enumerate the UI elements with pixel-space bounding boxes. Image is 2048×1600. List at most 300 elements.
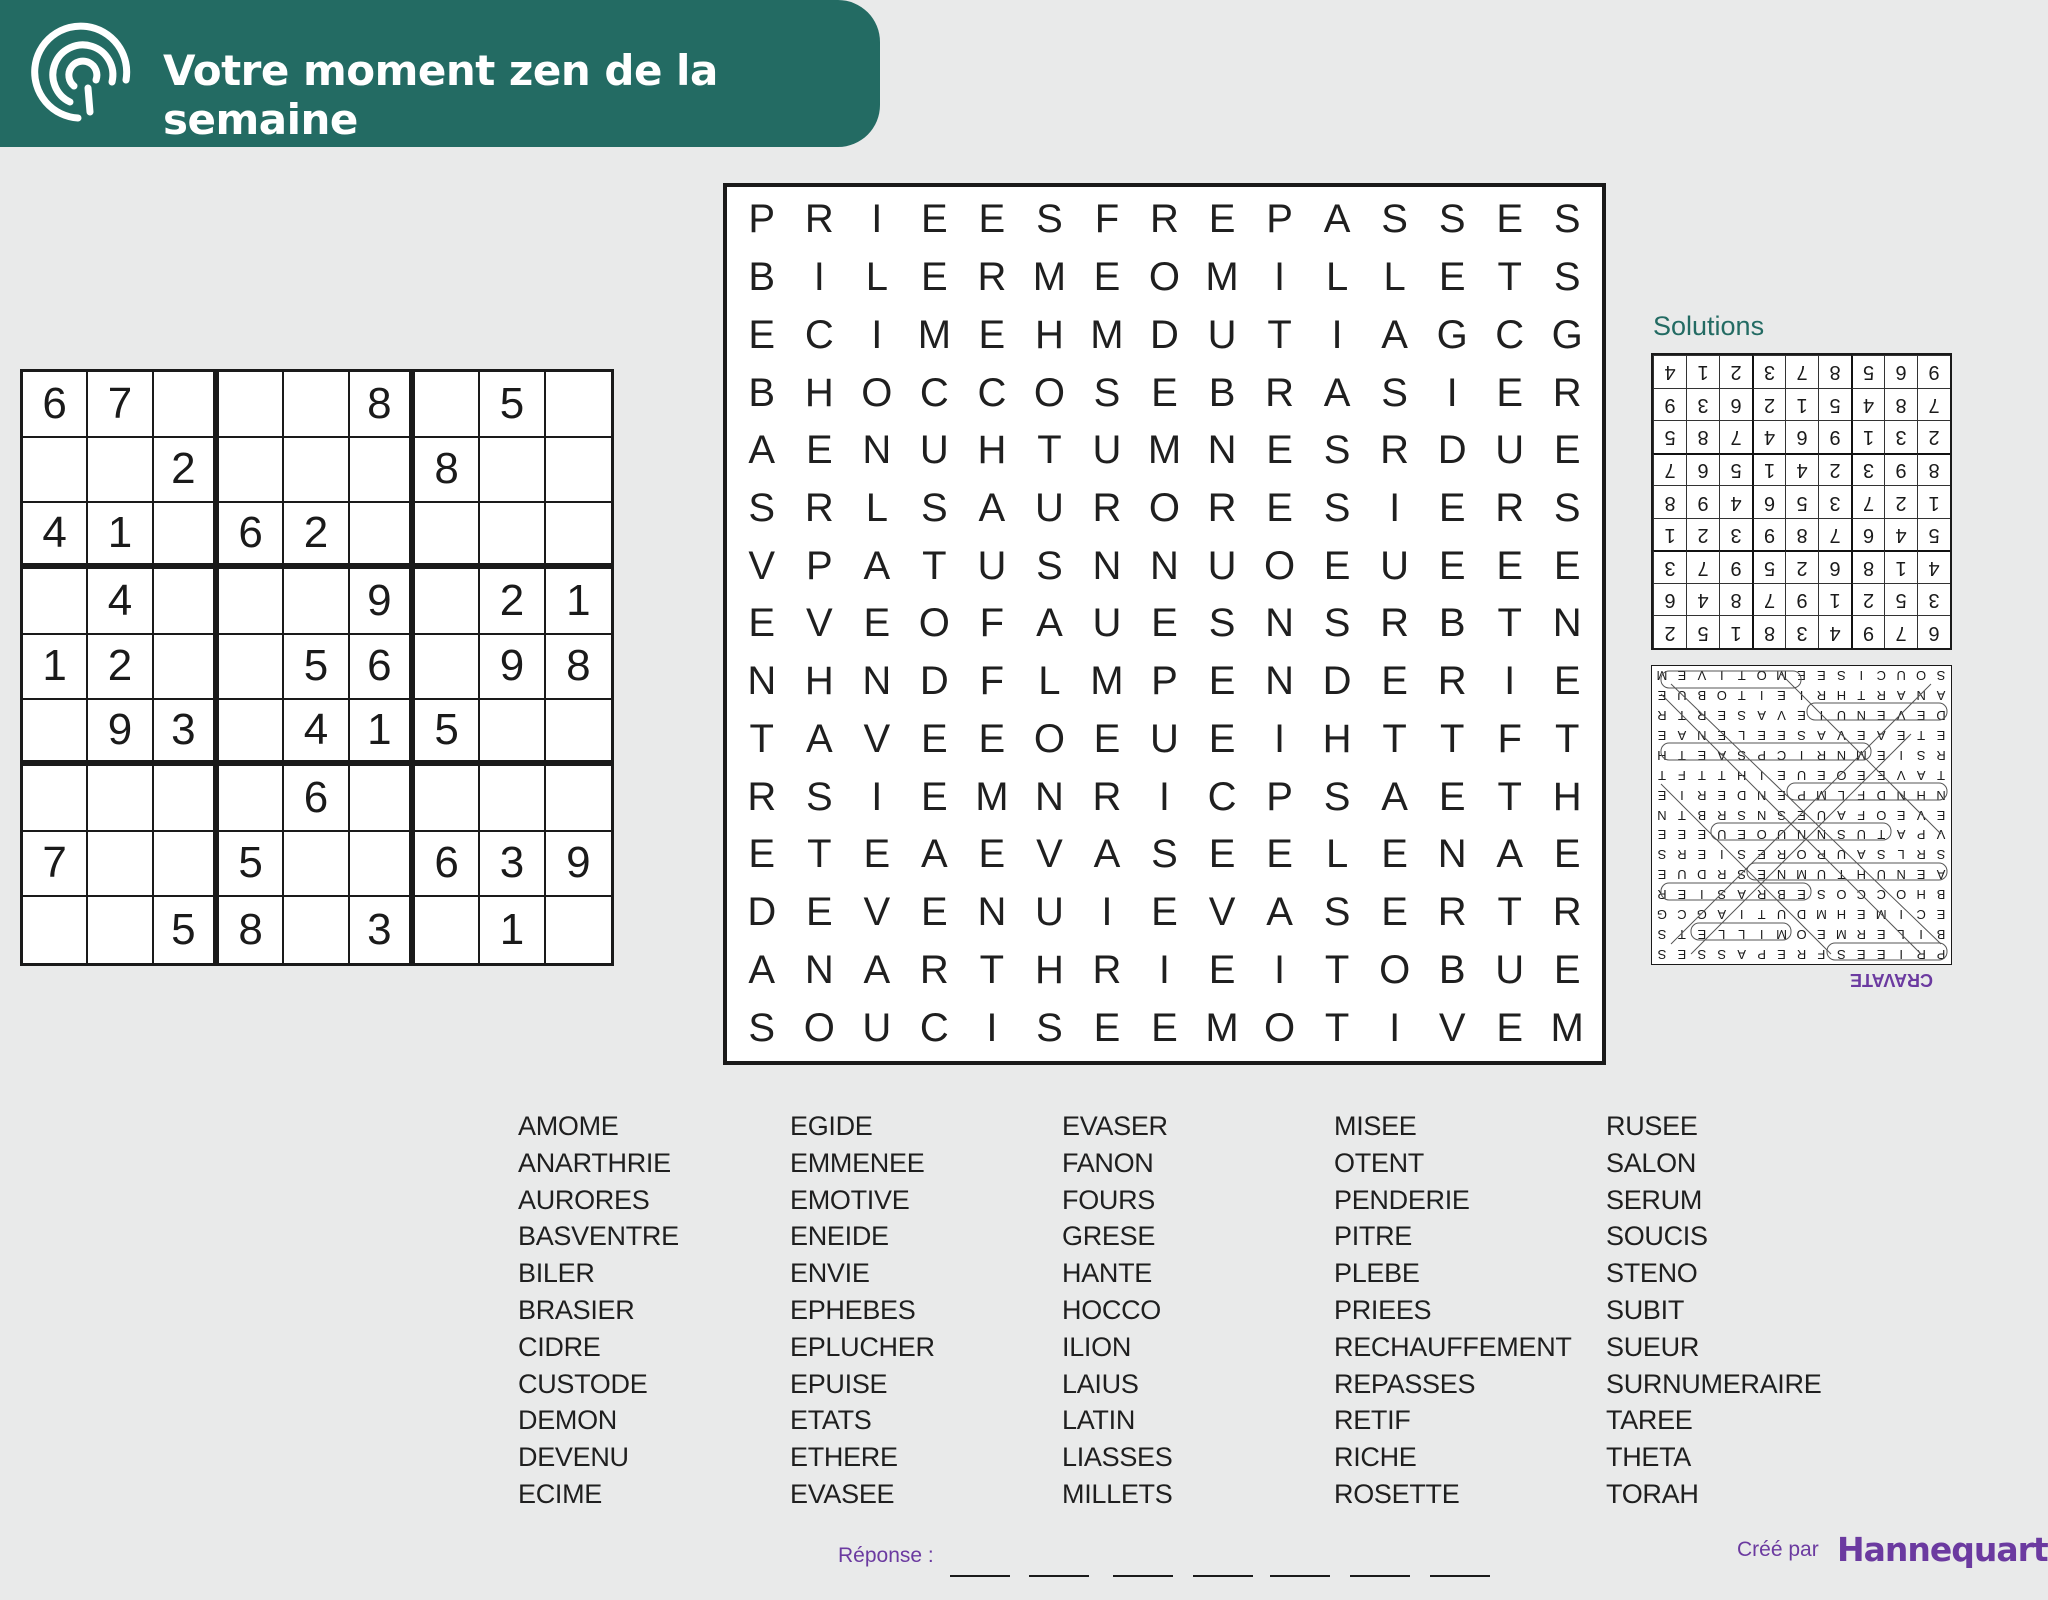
sudoku-cell[interactable] — [219, 438, 284, 504]
sudoku-cell[interactable]: 6 — [415, 832, 480, 898]
sudoku-cell[interactable] — [415, 503, 480, 569]
word-search-letter[interactable]: V — [863, 716, 891, 761]
word-search-letter[interactable]: T — [1497, 890, 1522, 935]
word-search-letter[interactable]: I — [1331, 312, 1343, 357]
word-search-letter[interactable]: G — [1551, 312, 1583, 357]
sudoku-cell[interactable] — [219, 766, 284, 832]
sudoku-cell[interactable]: 5 — [154, 897, 219, 963]
word-search-letter[interactable]: L — [1038, 659, 1061, 704]
word-search-letter[interactable]: S — [1553, 197, 1581, 242]
word-search-letter[interactable]: A — [1036, 601, 1063, 646]
word-search-letter[interactable]: E — [1381, 890, 1408, 935]
word-search-letter[interactable]: E — [921, 255, 948, 300]
word-search-letter[interactable]: U — [1034, 890, 1064, 935]
word-search-letter[interactable]: N — [1552, 601, 1582, 646]
word-search-letter[interactable]: C — [804, 312, 834, 357]
word-search-letter[interactable]: R — [1092, 947, 1122, 992]
word-search-letter[interactable]: H — [1322, 716, 1352, 761]
word-search-letter[interactable]: M — [1032, 255, 1067, 300]
word-search-letter[interactable]: B — [748, 255, 776, 300]
sudoku-cell[interactable]: 9 — [88, 700, 153, 766]
word-search-letter[interactable]: S — [1323, 774, 1351, 819]
word-search-letter[interactable]: E — [1266, 832, 1293, 877]
word-search-letter[interactable]: I — [1274, 947, 1286, 992]
word-search-letter[interactable]: R — [977, 255, 1007, 300]
word-search-letter[interactable]: S — [1036, 197, 1063, 242]
word-search-letter[interactable]: E — [1323, 543, 1351, 588]
word-search-letter[interactable]: R — [747, 774, 777, 819]
word-search-letter[interactable]: R — [1380, 428, 1410, 473]
word-search-letter[interactable]: E — [1553, 543, 1581, 588]
word-search-letter[interactable]: E — [1381, 659, 1408, 704]
word-search-letter[interactable]: E — [1266, 428, 1293, 473]
word-search-letter[interactable]: N — [1265, 659, 1294, 704]
word-search-letter[interactable]: O — [803, 1005, 835, 1050]
word-search-letter[interactable]: C — [1495, 312, 1525, 357]
sudoku-cell[interactable] — [350, 832, 415, 898]
sudoku-cell[interactable]: 9 — [480, 635, 545, 701]
sudoku-cell[interactable] — [284, 372, 349, 438]
word-search-letter[interactable]: V — [1208, 890, 1236, 935]
word-search-letter[interactable]: T — [1382, 716, 1407, 761]
word-search-letter[interactable]: T — [807, 832, 832, 877]
word-search-letter[interactable]: E — [978, 832, 1006, 877]
word-search-letter[interactable]: R — [1437, 890, 1467, 935]
word-search-letter[interactable]: S — [1036, 1005, 1063, 1050]
word-search-letter[interactable]: V — [1438, 1005, 1466, 1050]
word-search-letter[interactable]: F — [979, 659, 1005, 704]
sudoku-cell[interactable]: 2 — [154, 438, 219, 504]
answer-blank[interactable] — [1193, 1575, 1253, 1577]
word-search-letter[interactable]: E — [805, 428, 833, 473]
word-search-letter[interactable]: E — [1553, 832, 1581, 877]
word-search-letter[interactable]: S — [1323, 890, 1351, 935]
sudoku-cell[interactable] — [23, 569, 88, 635]
word-search-letter[interactable]: I — [1101, 890, 1113, 935]
word-search-letter[interactable]: T — [922, 543, 947, 588]
word-search-letter[interactable]: H — [1034, 947, 1064, 992]
word-search-letter[interactable]: D — [919, 659, 949, 704]
sudoku-cell[interactable] — [23, 897, 88, 963]
sudoku-cell[interactable] — [88, 766, 153, 832]
answer-blank[interactable] — [1430, 1575, 1490, 1577]
word-search-letter[interactable]: E — [748, 312, 776, 357]
word-search-letter[interactable]: H — [977, 428, 1007, 473]
sudoku-cell[interactable] — [546, 503, 611, 569]
word-search-letter[interactable]: E — [1553, 428, 1581, 473]
word-search-letter[interactable]: A — [1381, 774, 1408, 819]
word-search-letter[interactable]: E — [805, 890, 833, 935]
sudoku-cell[interactable]: 7 — [23, 832, 88, 898]
word-search-letter[interactable]: E — [921, 197, 948, 242]
word-search-letter[interactable]: N — [977, 890, 1007, 935]
word-search-letter[interactable]: A — [1496, 832, 1524, 877]
sudoku-cell[interactable] — [480, 700, 545, 766]
word-search-letter[interactable]: N — [804, 947, 834, 992]
word-search-letter[interactable]: F — [1497, 716, 1522, 761]
word-search-letter[interactable]: N — [1034, 774, 1064, 819]
sudoku-cell[interactable]: 9 — [546, 832, 611, 898]
word-search-letter[interactable]: P — [1266, 774, 1293, 819]
sudoku-cell[interactable] — [23, 700, 88, 766]
word-search-letter[interactable]: E — [1553, 659, 1581, 704]
word-search-letter[interactable]: E — [1093, 716, 1121, 761]
word-search-letter[interactable]: U — [1380, 543, 1410, 588]
word-search-letter[interactable]: O — [1033, 370, 1065, 415]
answer-blank[interactable] — [950, 1575, 1010, 1577]
word-search-letter[interactable]: U — [1034, 486, 1064, 531]
word-search-letter[interactable]: M — [975, 774, 1009, 819]
sudoku-cell[interactable]: 9 — [350, 569, 415, 635]
word-search-letter[interactable]: R — [1380, 601, 1410, 646]
word-search-letter[interactable]: C — [977, 370, 1007, 415]
word-search-letter[interactable]: E — [1266, 486, 1293, 531]
word-search-letter[interactable]: M — [1205, 1005, 1239, 1050]
word-search-letter[interactable]: U — [1207, 543, 1237, 588]
word-search-letter[interactable]: E — [1381, 832, 1408, 877]
word-search-letter[interactable]: I — [871, 774, 883, 819]
word-search-letter[interactable]: T — [1037, 428, 1062, 473]
word-search-letter[interactable]: B — [1438, 947, 1466, 992]
word-search-letter[interactable]: T — [1497, 774, 1522, 819]
word-search-letter[interactable]: A — [978, 486, 1006, 531]
word-search-letter[interactable]: T — [749, 716, 774, 761]
word-search-letter[interactable]: I — [871, 197, 883, 242]
word-search-letter[interactable]: E — [1438, 255, 1466, 300]
sudoku-cell[interactable]: 1 — [23, 635, 88, 701]
sudoku-cell[interactable] — [154, 766, 219, 832]
sudoku-cell[interactable] — [219, 635, 284, 701]
sudoku-cell[interactable]: 7 — [88, 372, 153, 438]
sudoku-cell[interactable] — [154, 569, 219, 635]
sudoku-cell[interactable] — [154, 503, 219, 569]
word-search-letter[interactable]: A — [1323, 197, 1351, 242]
sudoku-cell[interactable] — [546, 438, 611, 504]
word-search-letter[interactable]: U — [1207, 312, 1237, 357]
sudoku-cell[interactable] — [350, 503, 415, 569]
word-search-letter[interactable]: E — [748, 832, 776, 877]
word-search-letter[interactable]: E — [1208, 832, 1236, 877]
word-search-letter[interactable]: L — [1383, 255, 1406, 300]
word-search-letter[interactable]: T — [1439, 716, 1465, 761]
word-search-letter[interactable]: N — [1437, 832, 1467, 877]
sudoku-cell[interactable] — [23, 766, 88, 832]
sudoku-cell[interactable] — [154, 635, 219, 701]
word-search-letter[interactable]: M — [1205, 255, 1239, 300]
word-search-letter[interactable]: O — [918, 601, 950, 646]
word-search-letter[interactable]: A — [921, 832, 948, 877]
word-search-letter[interactable]: I — [986, 1005, 998, 1050]
word-search-letter[interactable]: T — [1497, 255, 1522, 300]
word-search-letter[interactable]: D — [1437, 428, 1467, 473]
word-search-letter[interactable]: I — [1274, 716, 1286, 761]
word-search-letter[interactable]: V — [805, 601, 833, 646]
word-search-letter[interactable]: S — [1553, 255, 1581, 300]
word-search-letter[interactable]: N — [747, 659, 777, 704]
word-search-letter[interactable]: E — [748, 601, 776, 646]
word-search-letter[interactable]: E — [1438, 543, 1466, 588]
word-search-letter[interactable]: A — [863, 947, 891, 992]
word-search-letter[interactable]: D — [747, 890, 777, 935]
word-search-letter[interactable]: E — [1208, 659, 1236, 704]
word-search-letter[interactable]: A — [748, 947, 776, 992]
word-search-letter[interactable]: P — [805, 543, 833, 588]
word-search-letter[interactable]: E — [1093, 255, 1121, 300]
word-search-letter[interactable]: R — [804, 197, 834, 242]
sudoku-cell[interactable] — [284, 832, 349, 898]
word-search-letter[interactable]: E — [1496, 370, 1524, 415]
word-search-letter[interactable]: I — [1158, 774, 1171, 819]
word-search-letter[interactable]: E — [1438, 774, 1466, 819]
word-search-letter[interactable]: S — [748, 1005, 776, 1050]
word-search-letter[interactable]: B — [1438, 601, 1466, 646]
sudoku-cell[interactable]: 8 — [415, 438, 480, 504]
word-search-letter[interactable]: H — [1552, 774, 1582, 819]
word-search-letter[interactable]: C — [919, 1005, 949, 1050]
word-search-letter[interactable]: B — [748, 370, 776, 415]
sudoku-cell[interactable]: 6 — [284, 766, 349, 832]
word-search-letter[interactable]: E — [921, 774, 948, 819]
sudoku-cell[interactable]: 4 — [88, 569, 153, 635]
word-search-letter[interactable]: A — [748, 428, 776, 473]
word-search-letter[interactable]: S — [1323, 486, 1351, 531]
word-search-letter[interactable]: O — [1148, 486, 1181, 531]
sudoku-cell[interactable]: 1 — [88, 503, 153, 569]
word-search-letter[interactable]: E — [1151, 601, 1178, 646]
word-search-letter[interactable]: R — [1265, 370, 1294, 415]
word-search-letter[interactable]: V — [863, 890, 891, 935]
word-search-letter[interactable]: U — [1092, 428, 1122, 473]
sudoku-cell[interactable] — [219, 372, 284, 438]
word-search-letter[interactable]: S — [1323, 601, 1351, 646]
word-search-letter[interactable]: U — [1150, 716, 1179, 761]
word-search-letter[interactable]: O — [1264, 543, 1296, 588]
sudoku-cell[interactable] — [284, 897, 349, 963]
word-search-letter[interactable]: L — [865, 255, 888, 300]
sudoku-cell[interactable] — [88, 832, 153, 898]
sudoku-cell[interactable]: 3 — [480, 832, 545, 898]
word-search-letter[interactable]: P — [1151, 659, 1178, 704]
sudoku-cell[interactable] — [415, 372, 480, 438]
sudoku-cell[interactable] — [546, 766, 611, 832]
sudoku-cell[interactable] — [415, 766, 480, 832]
word-search-letter[interactable]: S — [748, 486, 776, 531]
sudoku-cell[interactable]: 4 — [23, 503, 88, 569]
word-search-letter[interactable]: H — [804, 659, 834, 704]
word-search-letter[interactable]: N — [1092, 543, 1122, 588]
word-search-letter[interactable]: E — [921, 890, 948, 935]
word-search-letter[interactable]: I — [1504, 659, 1516, 704]
sudoku-cell[interactable]: 6 — [350, 635, 415, 701]
word-search-letter[interactable]: N — [862, 659, 892, 704]
word-search-letter[interactable]: P — [1266, 197, 1293, 242]
sudoku-cell[interactable]: 4 — [284, 700, 349, 766]
sudoku-cell[interactable]: 8 — [546, 635, 611, 701]
word-search-letter[interactable]: E — [1496, 197, 1524, 242]
word-search-letter[interactable]: U — [1495, 947, 1525, 992]
word-search-letter[interactable]: C — [919, 370, 949, 415]
word-search-letter[interactable]: E — [1093, 1005, 1121, 1050]
sudoku-cell[interactable] — [415, 897, 480, 963]
word-search-letter[interactable]: R — [804, 486, 834, 531]
word-search-letter[interactable]: I — [813, 255, 825, 300]
word-search-letter[interactable]: T — [1555, 716, 1580, 761]
sudoku-cell[interactable] — [350, 438, 415, 504]
word-search-letter[interactable]: S — [1323, 428, 1351, 473]
sudoku-cell[interactable] — [415, 569, 480, 635]
sudoku-cell[interactable] — [480, 766, 545, 832]
word-search-letter[interactable]: E — [1496, 1005, 1524, 1050]
word-search-letter[interactable]: O — [1033, 716, 1065, 761]
word-search-letter[interactable]: N — [1265, 601, 1294, 646]
word-search-letter[interactable]: S — [805, 774, 833, 819]
word-search-letter[interactable]: E — [921, 716, 948, 761]
word-search-letter[interactable]: C — [1207, 774, 1237, 819]
word-search-letter[interactable]: V — [1036, 832, 1063, 877]
word-search-letter[interactable]: S — [1093, 370, 1121, 415]
word-search-letter[interactable]: L — [1325, 255, 1349, 300]
word-search-letter[interactable]: A — [1266, 890, 1293, 935]
sudoku-cell[interactable]: 3 — [350, 897, 415, 963]
sudoku-cell[interactable]: 2 — [480, 569, 545, 635]
sudoku-cell[interactable] — [480, 438, 545, 504]
sudoku-cell[interactable] — [480, 503, 545, 569]
sudoku-cell[interactable] — [546, 372, 611, 438]
sudoku-cell[interactable] — [284, 438, 349, 504]
word-search-letter[interactable]: I — [871, 312, 883, 357]
word-search-grid[interactable] — [723, 183, 1606, 1065]
word-search-letter[interactable]: E — [978, 312, 1006, 357]
word-search-letter[interactable]: T — [1324, 947, 1350, 992]
word-search-letter[interactable]: U — [977, 543, 1007, 588]
word-search-letter[interactable]: R — [1495, 486, 1525, 531]
word-search-letter[interactable]: M — [917, 312, 952, 357]
word-search-letter[interactable]: S — [1036, 543, 1063, 588]
word-search-letter[interactable]: E — [1208, 947, 1236, 992]
word-search-letter[interactable]: R — [1092, 774, 1122, 819]
sudoku-cell[interactable] — [546, 700, 611, 766]
word-search-letter[interactable]: A — [863, 543, 891, 588]
word-search-letter[interactable]: I — [1389, 486, 1401, 531]
word-search-letter[interactable]: S — [1438, 197, 1466, 242]
word-search-letter[interactable]: E — [978, 716, 1006, 761]
word-search-letter[interactable]: U — [862, 1005, 892, 1050]
sudoku-cell[interactable] — [154, 832, 219, 898]
sudoku-cell[interactable]: 5 — [219, 832, 284, 898]
word-search-letter[interactable]: D — [1322, 659, 1352, 704]
word-search-letter[interactable]: L — [865, 486, 888, 531]
word-search-letter[interactable]: A — [1323, 370, 1351, 415]
word-search-letter[interactable]: T — [979, 947, 1005, 992]
word-search-letter[interactable]: O — [1379, 947, 1411, 992]
sudoku-cell[interactable] — [546, 897, 611, 963]
word-search-letter[interactable]: B — [1208, 370, 1236, 415]
sudoku-cell[interactable]: 1 — [546, 569, 611, 635]
word-search-letter[interactable]: S — [921, 486, 948, 531]
sudoku-grid[interactable] — [20, 369, 614, 966]
sudoku-cell[interactable]: 8 — [350, 372, 415, 438]
word-search-letter[interactable]: R — [1552, 370, 1582, 415]
word-search-letter[interactable]: U — [919, 428, 949, 473]
word-search-letter[interactable]: E — [1151, 890, 1178, 935]
word-search-letter[interactable]: I — [1274, 255, 1286, 300]
word-search-letter[interactable]: M — [1090, 312, 1124, 357]
word-search-letter[interactable]: T — [1497, 601, 1522, 646]
word-search-letter[interactable]: S — [1208, 601, 1236, 646]
answer-blank[interactable] — [1270, 1575, 1330, 1577]
sudoku-cell[interactable] — [350, 766, 415, 832]
word-search-letter[interactable]: D — [1150, 312, 1179, 357]
word-search-letter[interactable]: M — [1550, 1005, 1584, 1050]
word-search-letter[interactable]: R — [1437, 659, 1467, 704]
sudoku-cell[interactable]: 2 — [88, 635, 153, 701]
word-search-letter[interactable]: V — [748, 543, 776, 588]
word-search-letter[interactable]: S — [1381, 197, 1408, 242]
sudoku-cell[interactable]: 1 — [350, 700, 415, 766]
sudoku-cell[interactable] — [415, 635, 480, 701]
word-search-letter[interactable]: P — [748, 197, 776, 242]
word-search-letter[interactable]: A — [1093, 832, 1121, 877]
word-search-letter[interactable]: O — [1264, 1005, 1296, 1050]
word-search-letter[interactable]: E — [1438, 486, 1466, 531]
word-search-letter[interactable]: E — [1208, 716, 1236, 761]
word-search-letter[interactable]: S — [1553, 486, 1581, 531]
sudoku-cell[interactable] — [284, 569, 349, 635]
word-search-letter[interactable]: I — [1446, 370, 1458, 415]
word-search-letter[interactable]: R — [1092, 486, 1122, 531]
word-search-letter[interactable]: U — [1495, 428, 1525, 473]
word-search-letter[interactable]: E — [1208, 197, 1236, 242]
word-search-letter[interactable]: I — [1389, 1005, 1401, 1050]
word-search-letter[interactable]: R — [919, 947, 949, 992]
sudoku-cell[interactable]: 8 — [219, 897, 284, 963]
word-search-letter[interactable]: R — [1150, 197, 1179, 242]
sudoku-cell[interactable]: 1 — [480, 897, 545, 963]
sudoku-cell[interactable]: 6 — [219, 503, 284, 569]
word-search-letter[interactable]: N — [1150, 543, 1179, 588]
word-search-letter[interactable]: E — [863, 601, 891, 646]
word-search-letter[interactable]: R — [1552, 890, 1582, 935]
sudoku-cell[interactable] — [154, 372, 219, 438]
word-search-letter[interactable]: G — [1436, 312, 1468, 357]
word-search-letter[interactable]: E — [978, 197, 1006, 242]
word-search-letter[interactable]: A — [1381, 312, 1408, 357]
answer-blank[interactable] — [1350, 1575, 1410, 1577]
word-search-letter[interactable]: M — [1147, 428, 1182, 473]
sudoku-cell[interactable]: 5 — [284, 635, 349, 701]
word-search-letter[interactable]: F — [979, 601, 1005, 646]
word-search-letter[interactable]: N — [1207, 428, 1237, 473]
sudoku-cell[interactable] — [219, 700, 284, 766]
word-search-letter[interactable]: E — [1151, 370, 1178, 415]
word-search-letter[interactable]: L — [1325, 832, 1349, 877]
sudoku-cell[interactable]: 5 — [480, 372, 545, 438]
word-search-letter[interactable]: N — [862, 428, 892, 473]
word-search-letter[interactable]: E — [1151, 1005, 1178, 1050]
answer-blank[interactable] — [1113, 1575, 1173, 1577]
word-search-letter[interactable]: S — [1151, 832, 1178, 877]
word-search-letter[interactable]: F — [1094, 197, 1120, 242]
word-search-letter[interactable]: O — [861, 370, 893, 415]
word-search-letter[interactable]: I — [1158, 947, 1171, 992]
sudoku-cell[interactable]: 5 — [415, 700, 480, 766]
word-search-letter[interactable]: M — [1090, 659, 1124, 704]
word-search-letter[interactable]: T — [1324, 1005, 1350, 1050]
word-search-letter[interactable]: R — [1207, 486, 1237, 531]
word-search-letter[interactable]: H — [1034, 312, 1064, 357]
word-search-letter[interactable]: E — [1496, 543, 1524, 588]
word-search-letter[interactable]: H — [804, 370, 834, 415]
